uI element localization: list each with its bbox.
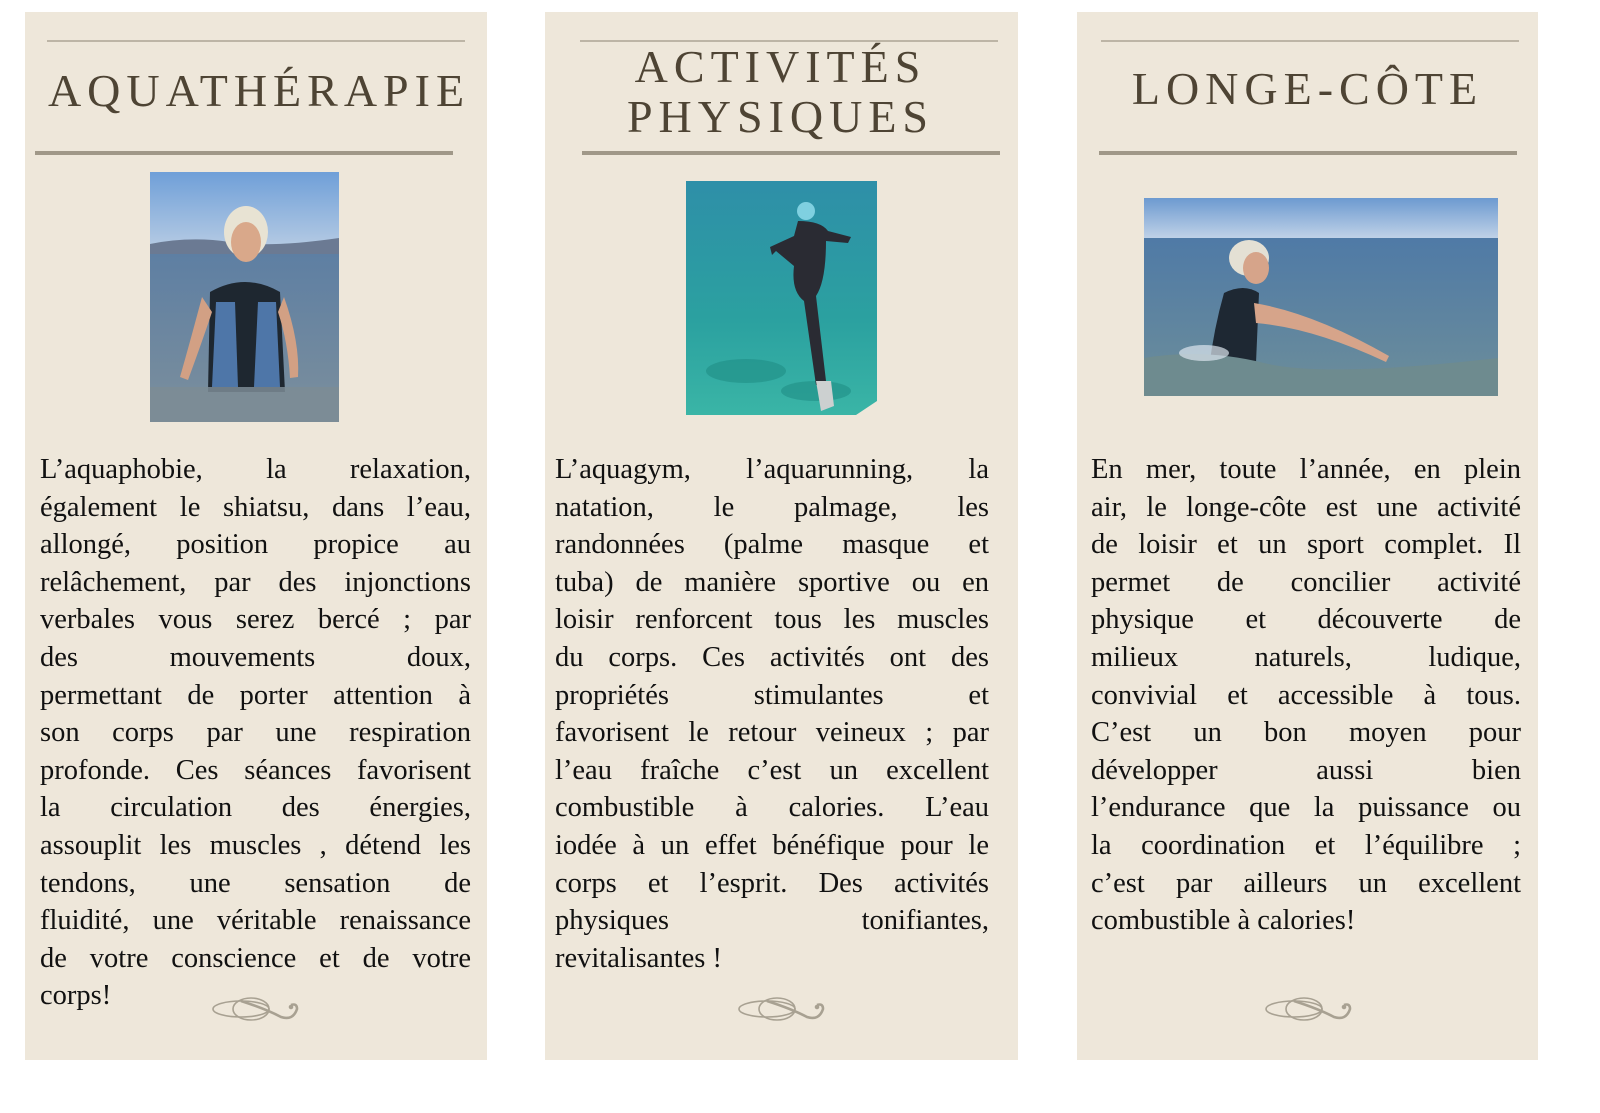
text-line: propriétés stimulantes et xyxy=(555,679,989,711)
panel-aquatherapie xyxy=(25,12,487,1060)
text-line: corps et l’esprit. Des activités xyxy=(555,867,989,899)
text-line: c’est par ailleurs un excellent xyxy=(1091,867,1521,899)
text-line: de votre conscience et de votre xyxy=(40,942,471,974)
text-line: assouplit les muscles , détend les xyxy=(40,829,471,861)
text-line: l’endurance que la puissance ou xyxy=(1091,792,1521,824)
panel-activites-physiques xyxy=(545,12,1018,1060)
text-line: tendons, une sensation de xyxy=(40,867,471,899)
text-line: permet de concilier activité xyxy=(1091,566,1521,598)
text-line: air, le longe-côte est une activité xyxy=(1091,491,1521,523)
text-line: iodée à un effet bénéfique pour le xyxy=(555,829,989,861)
photo-activites-physiques xyxy=(686,181,877,415)
text-line: combustible à calories. L’eau xyxy=(555,792,989,824)
text-line: permettant de porter attention à xyxy=(40,679,471,711)
flourish-icon xyxy=(1264,995,1354,1025)
photo-aquatherapie xyxy=(150,172,339,422)
flourish-icon xyxy=(737,995,827,1025)
flourish-icon xyxy=(211,995,301,1025)
text-line: relâchement, par des injonctions xyxy=(40,566,471,598)
text-line: son corps par une respiration xyxy=(40,717,471,749)
title-line: ACTIVITÉS xyxy=(634,41,927,92)
panel-title: LONGE-CÔTE xyxy=(1131,63,1484,114)
text-line: physique et découverte de xyxy=(1091,604,1521,636)
text-line: L’aquagym, l’aquarunning, la xyxy=(555,454,989,485)
title-line: PHYSIQUES xyxy=(626,91,935,142)
text-line: l’eau fraîche c’est un excellent xyxy=(555,754,989,786)
text-line: natation, le palmage, les xyxy=(555,491,989,523)
title-underline xyxy=(35,151,453,155)
text-line: C’est un bon moyen pour xyxy=(1091,717,1521,749)
text-line: En mer, toute l’année, en plein xyxy=(1091,454,1521,485)
panel-title xyxy=(543,42,1018,142)
panel-body-text xyxy=(40,451,471,1015)
text-line: L’aquaphobie, la relaxation, xyxy=(40,454,471,485)
photo-longe-cote xyxy=(1144,198,1498,396)
panel-title: AQUATHÉRAPIE xyxy=(47,65,471,116)
top-rule xyxy=(1101,40,1519,42)
text-line: du corps. Ces activités ont des xyxy=(555,641,989,673)
title-underline xyxy=(582,151,1000,155)
panel-body-text xyxy=(555,451,989,977)
text-line: corps! xyxy=(40,980,112,1012)
top-rule xyxy=(47,40,465,42)
text-line: convivial et accessible à tous. xyxy=(1091,679,1521,711)
text-line: favorisent le retour veineux ; par xyxy=(555,717,989,749)
text-line: revitalisantes ! xyxy=(555,942,722,974)
text-line: milieux naturels, ludique, xyxy=(1091,641,1521,673)
text-line: des mouvements doux, xyxy=(40,641,471,673)
panel-body-text xyxy=(1091,451,1521,940)
text-line: loisir renforcent tous les muscles xyxy=(555,604,989,636)
text-line: la circulation des énergies, xyxy=(40,792,471,824)
text-line: allongé, position propice au xyxy=(40,529,471,561)
text-line: la coordination et l’équilibre ; xyxy=(1091,829,1521,861)
title-underline xyxy=(1099,151,1517,155)
text-line: combustible à calories! xyxy=(1091,905,1356,937)
text-line: randonnées (palme masque et xyxy=(555,529,989,561)
text-line: profonde. Ces séances favorisent xyxy=(40,754,471,786)
text-line: développer aussi bien xyxy=(1091,754,1521,786)
text-line: de loisir et un sport complet. Il xyxy=(1091,529,1521,561)
text-line: tuba) de manière sportive ou en xyxy=(555,566,989,598)
text-line: également le shiatsu, dans l’eau, xyxy=(40,491,471,523)
text-line: physiques tonifiantes, xyxy=(555,905,989,937)
text-line: fluidité, une véritable renaissance xyxy=(40,905,471,937)
text-line: verbales vous serez bercé ; par xyxy=(40,604,471,636)
panel-longe-cote xyxy=(1077,12,1538,1060)
